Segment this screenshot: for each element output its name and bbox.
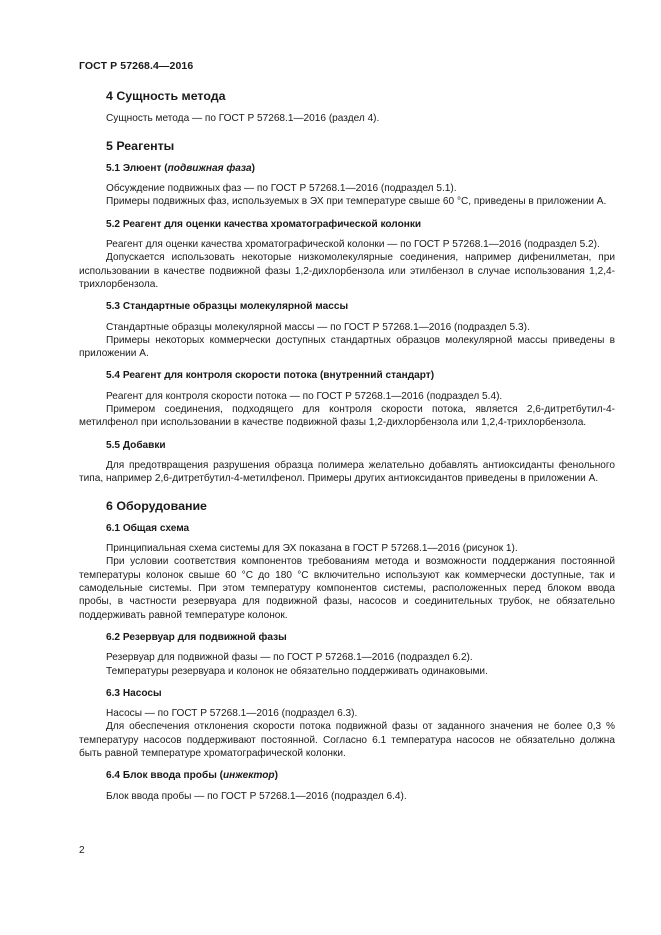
paragraph: Реагент для контроля скорости потока — по ГОСТ Р 57268.1—2016 (подраздел 5.4). — [106, 390, 503, 402]
paragraph: Примеры некоторых коммерчески доступных стандартных образцов молекулярной массы приведены в приложении А. — [79, 334, 615, 360]
subsection-5-1-title: 5.1 Элюент (подвижная фаза) — [106, 162, 256, 174]
section-6-title: 6 Оборудование — [106, 498, 207, 513]
paragraph: Реагент для оценки качества хроматографической колонки — по ГОСТ Р 57268.1—2016 (подраздел 5.2). — [106, 239, 600, 251]
paragraph: Блок ввода пробы — по ГОСТ Р 57268.1—2016 (подраздел 6.4). — [106, 790, 407, 802]
paragraph: Насосы — по ГОСТ Р 57268.1—2016 (подраздел 6.3). — [106, 708, 358, 720]
paragraph: Допускается использовать некоторые низкомолекулярные соединения, например дифенилметан, при использовании в качестве подвижной фазы 1,2-дихлорбензола или этилбензол в случае использования 1,2,4-трихлорбензола. — [79, 252, 615, 290]
document-header: ГОСТ Р 57268.4—2016 — [79, 60, 194, 72]
subsection-5-1-emphasis: подвижная фаза — [167, 162, 252, 174]
subsection-6-1-title: 6.1 Общая схема — [106, 522, 190, 534]
subsection-6-4-emphasis: инжектор — [222, 770, 275, 782]
document-body — [79, 90, 615, 803]
paragraph: Резервуар для подвижной фазы — по ГОСТ Р 57268.1—2016 (подраздел 6.2). — [106, 652, 473, 664]
subsection-5-3-title: 5.3 Стандартные образцы молекулярной массы — [106, 301, 349, 313]
paragraph: Температуры резервуара и колонок не обязательно поддерживать одинаковыми. — [106, 665, 488, 677]
page-number: 2 — [79, 845, 85, 856]
subsection-5-2-title: 5.2 Реагент для оценки качества хроматографической колонки — [106, 218, 422, 230]
paragraph: Принципиальная схема системы для ЭХ показана в ГОСТ Р 57268.1—2016 (рисунок 1). — [106, 543, 518, 555]
paragraph: Стандартные образцы молекулярной массы — по ГОСТ Р 57268.1—2016 (подраздел 5.3). — [106, 321, 530, 333]
section-5-title: 5 Реагенты — [106, 138, 175, 153]
subsection-6-2-title: 6.2 Резервуар для подвижной фазы — [106, 631, 287, 643]
paragraph: Примером соединения, подходящего для контроля скорости потока, является 2,6-дитретбутил-4-метилфенол при использовании в качестве подвижной фазы 1,2-дихлорбензола или 1,2,4-трихлорбензола. — [79, 404, 615, 429]
paragraph: Для обеспечения отклонения скорости потока подвижной фазы от заданного значения не более 0,3 % температуру насосов поддерживают постоянной. Согласно 6.1 температура насосов не обязательно должна быть равной температуре хроматографической колонки. — [79, 721, 615, 759]
subsection-5-5-title: 5.5 Добавки — [106, 439, 166, 451]
paragraph: Сущность метода — по ГОСТ Р 57268.1—2016 (раздел 4). — [106, 113, 380, 125]
paragraph: При условии соответствия компонентов требованиям метода и возможности поддержания постоянной температуры колонок свыше 60 °С до 180 °С включительно используют как коммерчески доступные, так и самодельные системы. При этом температуру компонентов системы, расположенных перед блоком ввода пробы, в частности резервуара для подвижной фазы, насосов и соединительных трубок, не обязательно поддерживать равной температуре колонок. — [79, 556, 615, 621]
subsection-6-4-title: 6.4 Блок ввода пробы (инжектор) — [106, 770, 278, 782]
subsection-5-4-title: 5.4 Реагент для контроля скорости потока (внутренний стандарт) — [106, 370, 435, 382]
section-4-title: 4 Сущность метода — [106, 89, 226, 103]
subsection-6-3-title: 6.3 Насосы — [106, 687, 162, 699]
paragraph: Обсуждение подвижных фаз — по ГОСТ Р 57268.1—2016 (подраздел 5.1). — [106, 183, 457, 195]
paragraph: Примеры подвижных фаз, используемых в ЭХ при температуре свыше 60 °С, приведены в приложении А. — [106, 196, 607, 208]
paragraph: Для предотвращения разрушения образца полимера желательно добавлять антиоксиданты фенольного типа, например 2,6-дитретбутил-4-метилфенол. Примеры других антиоксидантов приведены в приложении А. — [79, 459, 615, 485]
